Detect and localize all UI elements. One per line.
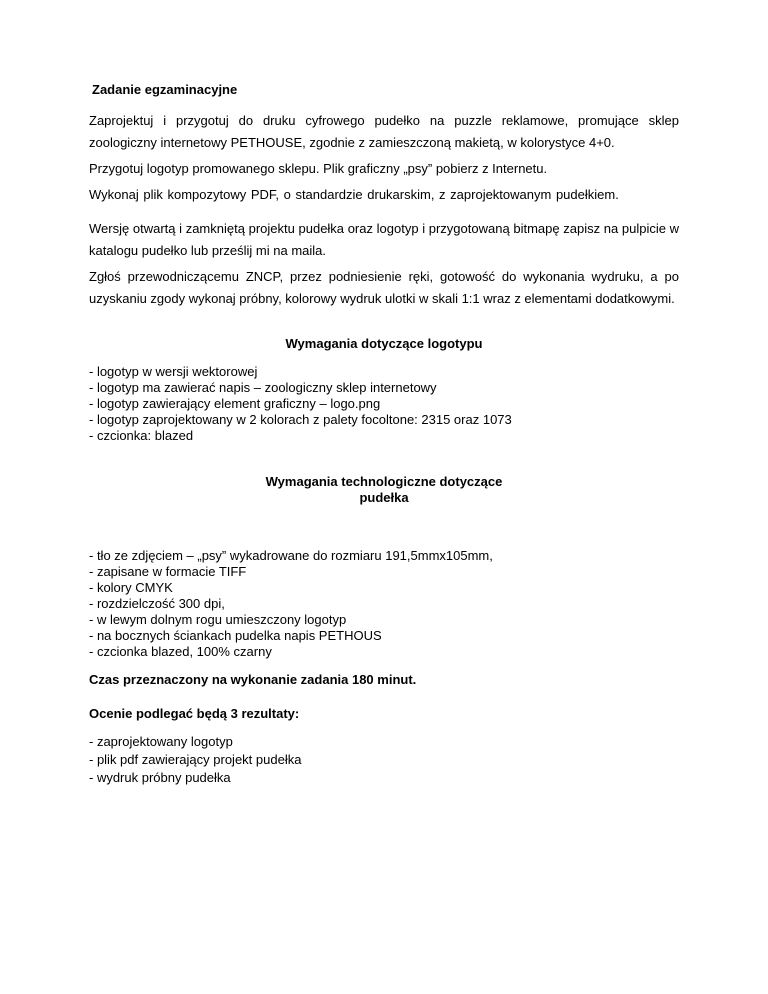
list-item: - zaprojektowany logotyp: [89, 734, 233, 749]
document-title: Zadanie egzaminacyjne: [92, 82, 238, 97]
list-item: - wydruk próbny pudełka: [89, 770, 231, 785]
box-heading-line1: Wymagania technologiczne dotyczące: [265, 474, 503, 489]
list-item: - zapisane w formacie TIFF: [89, 564, 247, 579]
box-heading-line2: pudełka: [359, 490, 409, 505]
logo-requirements-list: [89, 364, 512, 444]
list-item: - logotyp zawierający element graficzny – logo.png: [89, 396, 381, 411]
list-item: - logotyp zaprojektowany w 2 kolorach z palety focoltone: 2315 oraz 1073: [89, 412, 512, 427]
time-note: Czas przeznaczony na wykonanie zadania 180 minut.: [89, 672, 417, 687]
list-item: - plik pdf zawierający projekt pudełka: [89, 752, 302, 767]
results-list: [89, 733, 301, 787]
list-item: - w lewym dolnym rogu umieszczony logotyp: [89, 612, 347, 627]
list-item: - czcionka: blazed: [89, 428, 194, 443]
paragraph-save: Wersję otwartą i zamkniętą projektu pudełka oraz logotyp i przygotowaną bitmapę zapisz na pulpicie w katalogu pudełko lub prześlij mi na maila.: [89, 221, 679, 258]
list-item: - kolory CMYK: [89, 580, 173, 595]
box-requirements-list: [89, 548, 493, 660]
list-item: - tło ze zdjęciem – „psy” wykadrowane do rozmiaru 191,5mmx105mm,: [89, 548, 493, 563]
paragraph-logo-prep: Przygotuj logotyp promowanego sklepu. Plik graficzny „psy” pobierz z Internetu.: [89, 161, 548, 176]
list-item: - logotyp w wersji wektorowej: [89, 364, 258, 379]
paragraph-task: Zaprojektuj i przygotuj do druku cyfrowego pudełko na puzzle reklamowe, promujące sklep zoologiczny internetowy PETHOUSE, zgodnie z zamieszczoną makietą, w kolorystyce 4+0.: [89, 113, 679, 150]
paragraph-pdf: Wykonaj plik kompozytowy PDF, o standardzie drukarskim, z zaprojektowanym pudełkiem.: [89, 187, 619, 202]
results-heading: Ocenie podlegać będą 3 rezultaty:: [89, 706, 300, 721]
logo-requirements-heading: Wymagania dotyczące logotypu: [285, 336, 483, 351]
paragraph-print: Zgłoś przewodniczącemu ZNCP, przez podniesienie ręki, gotowość do wykonania wydruku, a po uzyskaniu zgody wykonaj próbny, kolorowy wydruk ulotki w skali 1:1 wraz z elementami dodatkowymi.: [89, 269, 679, 306]
list-item: - logotyp ma zawierać napis – zoologiczny sklep internetowy: [89, 380, 437, 395]
list-item: - na bocznych ściankach pudelka napis PETHOUS: [89, 628, 382, 643]
list-item: - rozdzielczość 300 dpi,: [89, 596, 225, 611]
box-requirements-heading: [89, 474, 679, 506]
list-item: - czcionka blazed, 100% czarny: [89, 644, 272, 659]
